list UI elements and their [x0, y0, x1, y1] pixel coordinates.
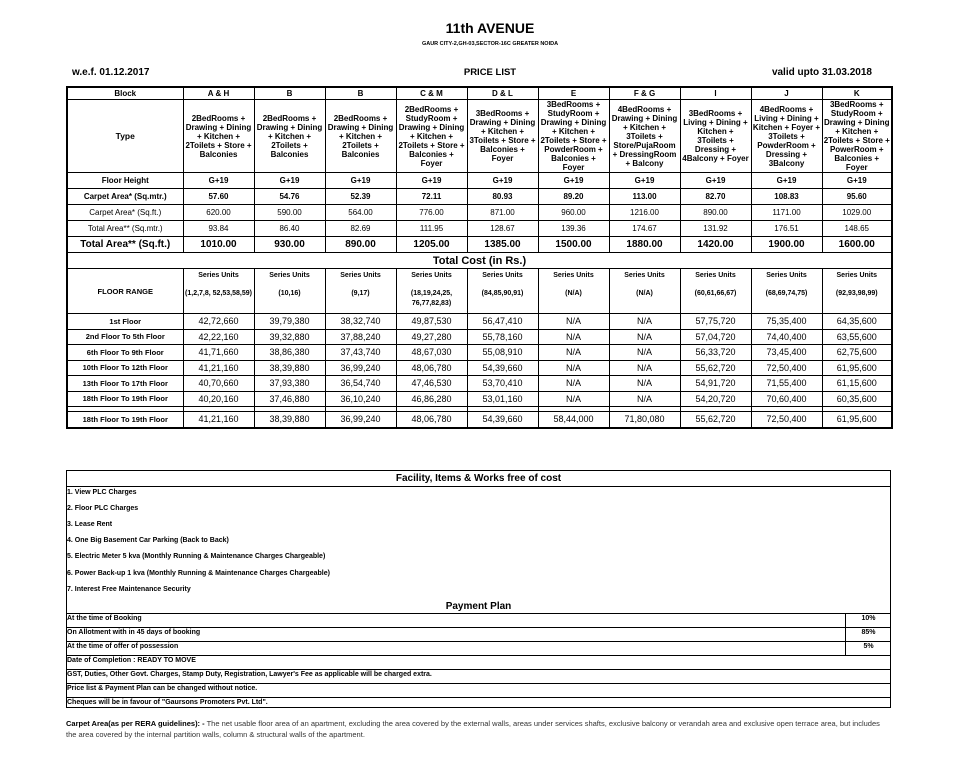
row-value: 54.76 — [254, 189, 325, 205]
total-area-value: 1500.00 — [538, 237, 609, 253]
series-units-numbers: (9,17) — [351, 290, 370, 297]
row-value: 960.00 — [538, 205, 609, 221]
floor-price: 71,80,080 — [609, 412, 680, 428]
row-value: 174.67 — [609, 221, 680, 237]
facility-item: 7. Interest Free Maintenance Security — [67, 586, 191, 593]
row-value: G+19 — [538, 173, 609, 189]
total-area-value: 1010.00 — [183, 237, 254, 253]
row-value: 890.00 — [680, 205, 751, 221]
floor-price: 38,39,880 — [254, 360, 325, 376]
series-units-cell — [822, 269, 892, 314]
total-area-label: Total Area** (Sq.ft.) — [67, 237, 183, 253]
payment-note: Price list & Payment Plan can be changed without notice. — [67, 685, 258, 692]
facility-item: 6. Power Back-up 1 kva (Monthly Running & Maintenance Charges Chargeable) — [67, 570, 330, 577]
facility-item: 5. Electric Meter 5 kva (Monthly Running & Maintenance Charges Chargeable) — [67, 553, 326, 560]
block-name: K — [822, 87, 892, 100]
floor-price: N/A — [538, 345, 609, 361]
floor-price: 55,62,720 — [680, 360, 751, 376]
unit-type: 2BedRooms + Drawing + Dining + Kitchen + 2Toilets + Balconies — [325, 100, 396, 173]
row-label: Carpet Area* (Sq.ft.) — [67, 205, 183, 221]
series-units-cell — [680, 269, 751, 314]
payment-plan-title: Payment Plan — [445, 601, 512, 612]
total-area-value: 1205.00 — [396, 237, 467, 253]
block-name: I — [680, 87, 751, 100]
series-units-numbers: (84,85,90,91) — [481, 290, 524, 297]
block-name: E — [538, 87, 609, 100]
row-value: 128.67 — [467, 221, 538, 237]
total-cost-header: Total Cost (in Rs.) — [67, 253, 892, 269]
row-value: G+19 — [325, 173, 396, 189]
floor-price: 36,54,740 — [325, 376, 396, 392]
row-value: 620.00 — [183, 205, 254, 221]
floor-price: N/A — [609, 314, 680, 330]
payment-stage: On Allotment with in 45 days of booking — [67, 629, 201, 636]
valid-upto-date: valid upto 31.03.2018 — [771, 67, 872, 78]
series-units-numbers: (92,93,98,99) — [835, 290, 878, 297]
floor-price: 62,75,600 — [822, 345, 892, 361]
row-value: G+19 — [467, 173, 538, 189]
block-name: J — [751, 87, 822, 100]
row-value: G+19 — [680, 173, 751, 189]
floor-price: 49,87,530 — [396, 314, 467, 330]
floor-price: 74,40,400 — [751, 329, 822, 345]
floor-price: 40,70,660 — [183, 376, 254, 392]
series-units-numbers: (10,16) — [278, 290, 301, 297]
unit-type: 2BedRooms + Drawing + Dining + Kitchen + 2Toilets + Store + Balconies — [183, 100, 254, 173]
total-area-value: 1420.00 — [680, 237, 751, 253]
floor-price: 40,20,160 — [183, 391, 254, 407]
carpet-area-footnote — [66, 718, 886, 740]
facility-item: 4. One Big Basement Car Parking (Back to Back) — [67, 537, 229, 544]
floor-price: 36,99,240 — [325, 412, 396, 428]
page-title: 11th AVENUE — [445, 20, 535, 36]
floor-price: 64,35,600 — [822, 314, 892, 330]
footnote-label: Carpet Area(as per RERA guidelines): - — [66, 719, 205, 728]
row-value: G+19 — [254, 173, 325, 189]
row-label: Carpet Area* (Sq.mtr.) — [67, 189, 183, 205]
type-header: Type — [67, 100, 183, 173]
floor-price: 38,39,880 — [254, 412, 325, 428]
floor-price: 60,35,600 — [822, 391, 892, 407]
row-value: 1029.00 — [822, 205, 892, 221]
row-value: 113.00 — [609, 189, 680, 205]
row-value: 776.00 — [396, 205, 467, 221]
floor-price: 54,39,660 — [467, 412, 538, 428]
row-value: 108.83 — [751, 189, 822, 205]
series-units-numbers: (1,2,7,8, 52,53,58,59) — [185, 290, 252, 297]
floor-price: N/A — [609, 376, 680, 392]
floor-price: 71,55,400 — [751, 376, 822, 392]
facility-payment-box — [66, 470, 891, 708]
floor-price: N/A — [538, 376, 609, 392]
floor-price: 39,32,880 — [254, 329, 325, 345]
floor-price: 57,75,720 — [680, 314, 751, 330]
floor-price: 42,72,660 — [183, 314, 254, 330]
floor-price: N/A — [538, 391, 609, 407]
floor-price: 39,79,380 — [254, 314, 325, 330]
facility-item: 1. View PLC Charges — [67, 489, 137, 496]
row-value: 590.00 — [254, 205, 325, 221]
floor-label: 10th Floor To 12th Floor — [67, 360, 183, 376]
unit-type: 3BedRooms + StudyRoom + Drawing + Dining + Kitchen + 2Toilets + Store + PowderRoom + Balconies + Foyer — [538, 100, 609, 173]
floor-price: 38,32,740 — [325, 314, 396, 330]
payment-note: Cheques will be in favour of "Gaursons Promoters Pvt. Ltd". — [67, 699, 268, 706]
series-units-cell — [467, 269, 538, 314]
row-value: 80.93 — [467, 189, 538, 205]
floor-price: 41,21,160 — [183, 360, 254, 376]
unit-type: 3BedRooms + Living + Dining + Kitchen + 3Toilets + Dressing + 4Balcony + Foyer — [680, 100, 751, 173]
row-value: 1216.00 — [609, 205, 680, 221]
floor-price: 73,45,400 — [751, 345, 822, 361]
row-value: 95.60 — [822, 189, 892, 205]
price-list-title: PRICE LIST — [463, 67, 517, 78]
floor-price: 70,60,400 — [751, 391, 822, 407]
row-value: G+19 — [751, 173, 822, 189]
footnote-text: The net usable floor area of an apartment, excluding the area covered by the external walls, areas under services shafts, exclusive balcony or verandah area and exclusive open terrace area, but includes the area covered by the internal partition walls, column & structural walls of the apartment. — [66, 719, 880, 739]
payment-percent: 10% — [861, 615, 876, 622]
floor-price: 75,35,400 — [751, 314, 822, 330]
unit-type: 3BedRooms + Drawing + Dining + Kitchen + 3Toilets + Store + Balconies + Foyer — [467, 100, 538, 173]
block-name: F & G — [609, 87, 680, 100]
series-units-numbers: (N/A) — [636, 290, 653, 297]
row-value: G+19 — [609, 173, 680, 189]
row-value: 72.11 — [396, 189, 467, 205]
total-area-value: 930.00 — [254, 237, 325, 253]
series-units-label: Series Units — [269, 272, 310, 279]
floor-price: 37,46,880 — [254, 391, 325, 407]
floor-price: 37,43,740 — [325, 345, 396, 361]
floor-price: 57,04,720 — [680, 329, 751, 345]
series-units-numbers: (18,19,24,25, 76,77,82,83) — [410, 290, 453, 307]
series-units-cell — [751, 269, 822, 314]
total-area-value: 1600.00 — [822, 237, 892, 253]
floor-price: N/A — [538, 360, 609, 376]
floor-price: 63,55,600 — [822, 329, 892, 345]
floor-label: 6th Floor To 9th Floor — [67, 345, 183, 361]
project-address: GAUR CITY-2,GH-03,SECTOR-16C GREATER NOIDA — [421, 41, 559, 47]
row-value: 86.40 — [254, 221, 325, 237]
row-label: Floor Height — [67, 173, 183, 189]
floor-price: N/A — [609, 329, 680, 345]
row-value: 82.70 — [680, 189, 751, 205]
row-value: 57.60 — [183, 189, 254, 205]
floor-price: 48,06,780 — [396, 360, 467, 376]
floor-price: 56,33,720 — [680, 345, 751, 361]
row-value: 111.95 — [396, 221, 467, 237]
floor-price: N/A — [538, 329, 609, 345]
row-value: 131.92 — [680, 221, 751, 237]
row-label: Total Area** (Sq.mtr.) — [67, 221, 183, 237]
floor-label: 1st Floor — [67, 314, 183, 330]
floor-price: 36,99,240 — [325, 360, 396, 376]
series-units-label: Series Units — [766, 272, 807, 279]
floor-price: 53,01,160 — [467, 391, 538, 407]
series-units-label: Series Units — [340, 272, 381, 279]
row-value: G+19 — [183, 173, 254, 189]
floor-range-header: FLOOR RANGE — [67, 269, 183, 314]
floor-price: 36,10,240 — [325, 391, 396, 407]
floor-price: 49,27,280 — [396, 329, 467, 345]
series-units-cell — [183, 269, 254, 314]
series-units-label: Series Units — [836, 272, 877, 279]
series-units-numbers: (60,61,66,67) — [694, 290, 737, 297]
series-units-label: Series Units — [411, 272, 452, 279]
floor-price: 46,86,280 — [396, 391, 467, 407]
floor-price: 38,86,380 — [254, 345, 325, 361]
unit-type: 4BedRooms + Living + Dining + Kitchen + Foyer + 3Toilets + PowderRoom + Dressing + 3Balcony — [751, 100, 822, 173]
floor-price: 61,95,600 — [822, 360, 892, 376]
unit-type: 2BedRooms + StudyRoom + Drawing + Dining + Kitchen + 2Toilets + Store + Balconies + Foyer — [396, 100, 467, 173]
floor-label: 13th Floor To 17th Floor — [67, 376, 183, 392]
series-units-cell — [609, 269, 680, 314]
floor-price: N/A — [609, 360, 680, 376]
floor-price: N/A — [609, 391, 680, 407]
block-name: B — [254, 87, 325, 100]
unit-type: 4BedRooms + Drawing + Dining + Kitchen + 3Toilets + Store/PujaRoom + DressingRoom + Balcony — [609, 100, 680, 173]
facility-item: 3. Lease Rent — [67, 521, 113, 528]
series-units-cell — [396, 269, 467, 314]
price-table — [66, 86, 893, 429]
row-value: G+19 — [822, 173, 892, 189]
series-units-label: Series Units — [695, 272, 736, 279]
series-units-numbers: (N/A) — [565, 290, 582, 297]
block-name: D & L — [467, 87, 538, 100]
series-units-cell — [538, 269, 609, 314]
row-value: 82.69 — [325, 221, 396, 237]
series-units-label: Series Units — [553, 272, 594, 279]
total-area-value: 1880.00 — [609, 237, 680, 253]
total-area-value: 1385.00 — [467, 237, 538, 253]
row-value: 564.00 — [325, 205, 396, 221]
series-units-numbers: (68,69,74,75) — [765, 290, 808, 297]
floor-price: 61,15,600 — [822, 376, 892, 392]
series-units-cell — [254, 269, 325, 314]
block-name: A & H — [183, 87, 254, 100]
series-units-label: Series Units — [198, 272, 239, 279]
series-units-label: Series Units — [624, 272, 665, 279]
floor-label: 18th Floor To 19th Floor — [67, 391, 183, 407]
floor-price: 56,47,410 — [467, 314, 538, 330]
floor-price: 48,06,780 — [396, 412, 467, 428]
payment-percent: 5% — [863, 643, 874, 650]
row-value: 93.84 — [183, 221, 254, 237]
row-value: 139.36 — [538, 221, 609, 237]
block-header: Block — [67, 87, 183, 100]
floor-price: N/A — [538, 314, 609, 330]
floor-label: 18th Floor To 19th Floor — [67, 412, 183, 428]
row-value: 89.20 — [538, 189, 609, 205]
floor-price: 55,08,910 — [467, 345, 538, 361]
floor-price: 41,21,160 — [183, 412, 254, 428]
floor-price: 48,67,030 — [396, 345, 467, 361]
floor-price: 54,39,660 — [467, 360, 538, 376]
floor-label: 2nd Floor To 5th Floor — [67, 329, 183, 345]
row-value: 871.00 — [467, 205, 538, 221]
floor-price: 55,62,720 — [680, 412, 751, 428]
block-name: B — [325, 87, 396, 100]
series-units-label: Series Units — [482, 272, 523, 279]
floor-price: 61,95,600 — [822, 412, 892, 428]
floor-price: 41,71,660 — [183, 345, 254, 361]
floor-price: 54,20,720 — [680, 391, 751, 407]
facility-item: 2. Floor PLC Charges — [67, 505, 139, 512]
floor-price: 58,44,000 — [538, 412, 609, 428]
floor-price: N/A — [609, 345, 680, 361]
series-units-cell — [325, 269, 396, 314]
total-area-value: 1900.00 — [751, 237, 822, 253]
payment-note: GST, Duties, Other Govt. Charges, Stamp Duty, Registration, Lawyer's Fee as applicable will be charged extra. — [67, 671, 432, 678]
floor-price: 54,91,720 — [680, 376, 751, 392]
floor-price: 72,50,400 — [751, 360, 822, 376]
row-value: G+19 — [396, 173, 467, 189]
floor-price: 42,22,160 — [183, 329, 254, 345]
effective-date: w.e.f. 01.12.2017 — [72, 67, 150, 78]
payment-stage: At the time of Booking — [67, 615, 142, 622]
floor-price: 37,88,240 — [325, 329, 396, 345]
payment-percent: 85% — [861, 629, 876, 636]
payment-stage: At the time of offer of possession — [67, 643, 179, 650]
block-name: C & M — [396, 87, 467, 100]
row-value: 176.51 — [751, 221, 822, 237]
floor-price: 72,50,400 — [751, 412, 822, 428]
unit-type: 2BedRooms + Drawing + Dining + Kitchen + 2Toilets + Balconies — [254, 100, 325, 173]
row-value: 52.39 — [325, 189, 396, 205]
facility-title: Facility, Items & Works free of cost — [395, 473, 562, 484]
floor-price: 47,46,530 — [396, 376, 467, 392]
payment-note: Date of Completion : READY TO MOVE — [67, 657, 196, 664]
row-value: 148.65 — [822, 221, 892, 237]
floor-price: 37,93,380 — [254, 376, 325, 392]
total-area-value: 890.00 — [325, 237, 396, 253]
floor-price: 55,78,160 — [467, 329, 538, 345]
floor-price: 53,70,410 — [467, 376, 538, 392]
row-value: 1171.00 — [751, 205, 822, 221]
unit-type: 3BedRooms + StudyRoom + Drawing + Dining + Kitchen + 2Toilets + Store + PowerRoom + Balconies + Foyer — [822, 100, 892, 173]
